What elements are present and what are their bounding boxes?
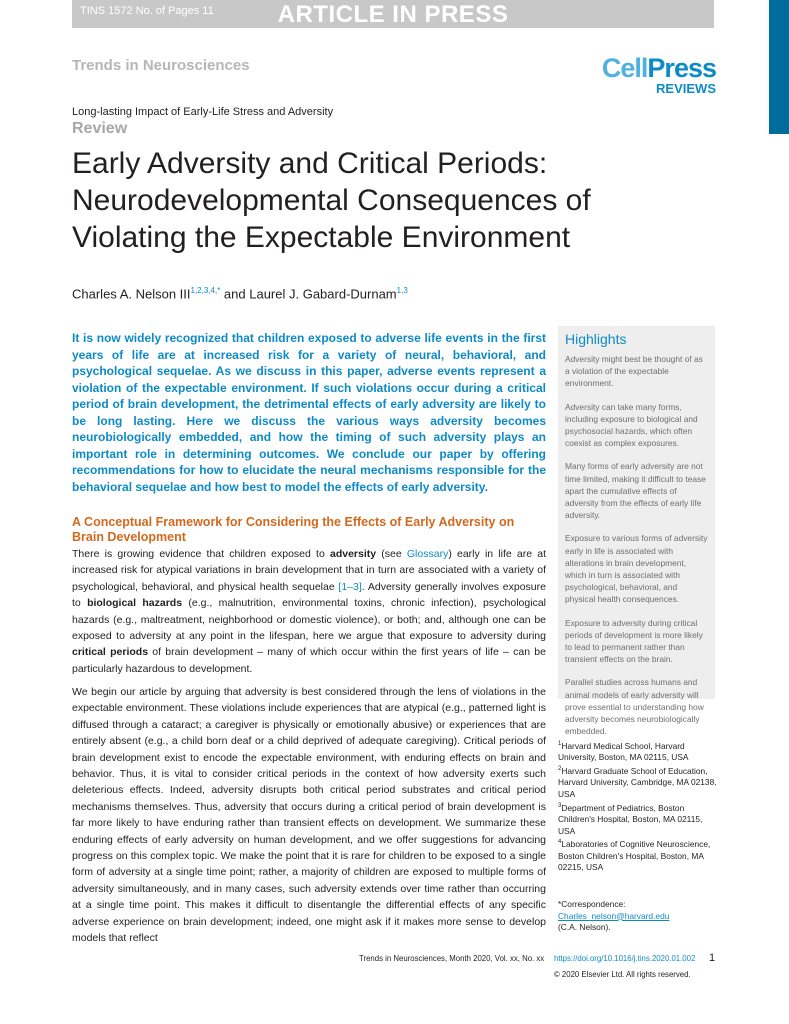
- body-paragraph: We begin our article by arguing that adversity is best considered through the lens of violations in the expectable environment. These violations include experiences that are atypical (e.g., patterned light is diffused through a cataract; a caregiver is physically or emotionally abusive) or experiences that are entirely absent (e.g., a child born deaf or a child deprived of adequate caregiving). Critical periods of brain development exist to encode the expectable environment, with enduring effects on brain and behavior. Thus, it is vital to consider critical periods in the context of how adversity exerts such deleterious effects. Indeed, adversity disrupts both critical period substrates and critical period mechanisms themselves. Thus, adversity that occurs during a critical period of brain development is far more likely to have enduring rather than transient effects on development. We summarize these enduring effects of early adversity on human development, and we offer suggestions for advancing progress on this complex topic. We make the point that it is rare for children to be exposed to a single form of adversity at a single time point; rather, a majority of children are exposed to multiple forms of adversity simultaneously, and in many cases, such adversity extends over time rather than occurring at a single time point. This makes it difficult to disentangle the differential effects of any specific adverse experience on brain development; indeed, one might ask if it makes more sense to develop models that reflect: [72, 686, 546, 945]
- author-affiliation-link[interactable]: 1,2,3,4,*: [190, 286, 221, 295]
- footer-citation: Trends in Neurosciences, Month 2020, Vol. xx, No. xx: [359, 954, 545, 963]
- author-name: Laurel J. Gabard-Durnam: [249, 286, 397, 302]
- glossary-term: adversity: [329, 548, 377, 560]
- affiliation-text: Department of Pediatrics, Boston Children's Hospital, Boston, MA 02115, USA: [558, 802, 703, 836]
- text-run: . Adversity generally involves exposure to: [72, 580, 546, 610]
- section-heading: A Conceptual Framework for Considering the Effects of Early Adversity on Brain Development: [72, 515, 515, 544]
- affiliation-text: Laboratories of Cognitive Neuroscience, Boston Children's Hospital, Boston, MA 02215, USA: [558, 838, 711, 873]
- affiliation: [558, 739, 718, 764]
- highlight-item: Parallel studies across humans and animal models of early adversity will prove essential to understanding how adversity becomes neurobiologically embedded.: [565, 677, 704, 737]
- affiliation-number: 2: [558, 765, 562, 772]
- text-run: (see: [376, 548, 407, 560]
- body-paragraph: [72, 546, 546, 677]
- text-run: ) early in life are at increased risk for atypical variations in brain development that in turn are associated with a variety of psychological, behavioral, and physical health sequelae: [72, 548, 546, 593]
- highlight-item: Adversity might best be thought of as a violation of the expectable environment.: [565, 354, 703, 389]
- affiliation-number: 3: [558, 802, 562, 809]
- journal-name: Trends in Neurosciences: [72, 57, 250, 74]
- correspondence-name: (C.A. Nelson).: [558, 922, 611, 933]
- author-join: and: [220, 286, 250, 302]
- text-run: of brain development – many of which occur within the first years of life – can be particularly hazardous to development.: [72, 646, 546, 675]
- affiliation-number: 4: [558, 839, 562, 846]
- correspondence: [558, 899, 718, 934]
- highlight-item: Exposure to adversity during critical periods of development is more likely to lead to permanent rather than transient effects on the brain.: [565, 617, 703, 665]
- page-footer: [0, 954, 789, 984]
- logo-cell: Cell: [601, 53, 648, 83]
- glossary-term: biological hazards: [87, 597, 183, 610]
- affiliation-text: Harvard Medical School, Harvard University, Boston, MA 02115, USA: [558, 740, 689, 763]
- series-label: Long-lasting Impact of Early-Life Stress and Adversity: [72, 106, 334, 118]
- affiliation: [558, 764, 718, 801]
- author-name: Charles A. Nelson III: [72, 286, 191, 302]
- doi-link[interactable]: https://doi.org/10.1016/j.tins.2020.01.002: [554, 954, 696, 963]
- affiliation-text: Harvard Graduate School of Education, Harvard University, Cambridge, MA 02138, USA: [558, 765, 717, 799]
- correspondence-label: *Correspondence:: [558, 899, 626, 909]
- affiliations: [558, 739, 718, 874]
- article-title: Early Adversity and Critical Periods: Neurodevelopmental Consequences of Violating the Expectable Environment: [72, 147, 591, 254]
- author-affiliation-link[interactable]: 1,3: [396, 286, 408, 295]
- text-run: (e.g., malnutrition, environmental toxins, chronic infection), psychological hazards (e.g., maltreatment, neighborhood or domestic violence), or both; and, although one can be exposed to adversity at any point in the lifespan, here we argue that exposure to adversity during: [72, 597, 546, 643]
- affiliation-number: 1: [558, 741, 562, 747]
- logo-reviews: REVIEWS: [656, 81, 716, 96]
- copyright: © 2020 Elsevier Ltd. All rights reserved.: [554, 970, 691, 979]
- banner-text: ARTICLE IN PRESS: [277, 1, 509, 28]
- logo-press: Press: [647, 53, 716, 83]
- article-type: Review: [72, 120, 128, 137]
- page-number: 1: [709, 952, 716, 964]
- cellpress-logo: [594, 54, 716, 95]
- highlights-title: Highlights: [565, 331, 627, 347]
- author-line: [72, 286, 408, 301]
- affiliation: [558, 837, 718, 874]
- highlight-item: Exposure to various forms of adversity early in life is associated with alterations in brain development, which in turn is associated with psychological, behavioral, and physical health consequences.: [565, 533, 708, 605]
- side-color-tab: [769, 0, 789, 134]
- text-run: There is growing evidence that children exposed to: [72, 548, 330, 560]
- manuscript-info: TINS 1572 No. of Pages 11: [80, 5, 214, 17]
- article-in-press-banner: [72, 0, 714, 28]
- highlight-item: Many forms of early adversity are not time limited, making it difficult to tease apart the cumulative effects of adversity from the effects of early life adversity.: [565, 461, 706, 521]
- reference-link[interactable]: [1–3]: [338, 580, 362, 593]
- correspondence-email-link[interactable]: Charles_nelson@harvard.edu: [558, 910, 670, 921]
- affiliation: [558, 801, 718, 838]
- highlights-box: [558, 326, 715, 737]
- logo-wordmark: [594, 54, 716, 82]
- abstract: It is now widely recognized that children exposed to adverse life events in the first years of life are at increased risk for a variety of neural, behavioral, and psychological sequelae. As we discuss in this paper, adverse events represent a violation of the expectable environment. If such violations occur during a critical period of brain development, the detrimental effects of early adversity are likely to be long lasting. Here we discuss the various ways adversity becomes neurobiologically embedded, and how the timing of such adversity plays an important role in determining outcomes. We conclude our paper by offering recommendations for how to elucidate the neural mechanisms responsible for the behavioral sequelae and how best to model the effects of early adversity.: [72, 331, 546, 494]
- glossary-link[interactable]: Glossary: [406, 548, 449, 560]
- highlight-item: Adversity can take many forms, including exposure to biological and psychosocial hazards, which often coexist as complex exposures.: [565, 401, 698, 449]
- glossary-term: critical periods: [72, 646, 149, 659]
